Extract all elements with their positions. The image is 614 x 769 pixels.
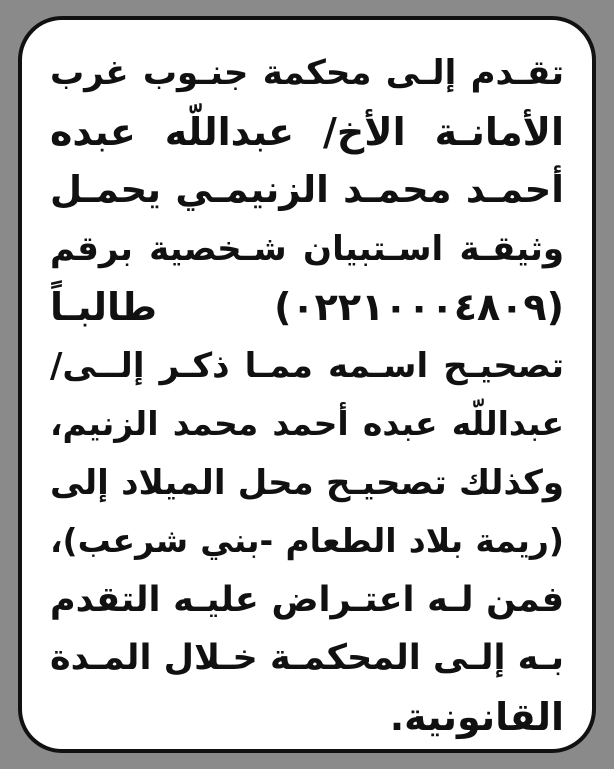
- notice-line: أحمـد محمـد الزنيمـي يحمـل: [50, 168, 564, 211]
- notice-line: فمن لـه اعتـراض عليـه التقدم: [50, 579, 564, 620]
- notice-line: (ريمة بلاد الطعام -بني شرعب)،: [50, 521, 564, 560]
- notice-line: تقـدم إلـى محكمة جنـوب غرب: [50, 53, 564, 93]
- notice-line: وثيقـة اسـتبيان شـخصية برقم: [50, 228, 564, 269]
- notice-line: بـه إلـى المحكمـة خـلال المـدة: [50, 638, 564, 678]
- notice-line: (٠٢٢١٠٠٠٤٨٠٩) طالبـاً: [50, 285, 564, 329]
- notice-line: الأمانـة الأخ/ عبداللّه عبده: [50, 109, 564, 154]
- legal-notice-box: [18, 16, 596, 753]
- notice-line: عبداللّه عبده أحمد محمد الزنيم،: [50, 404, 564, 443]
- notice-line: تصحيـح اسـمه ممـا ذكـر إلــى/: [50, 345, 564, 386]
- notice-line: القانونية.: [389, 694, 564, 739]
- notice-line: وكذلك تصحيـح محل الميلاد إلى: [50, 462, 564, 503]
